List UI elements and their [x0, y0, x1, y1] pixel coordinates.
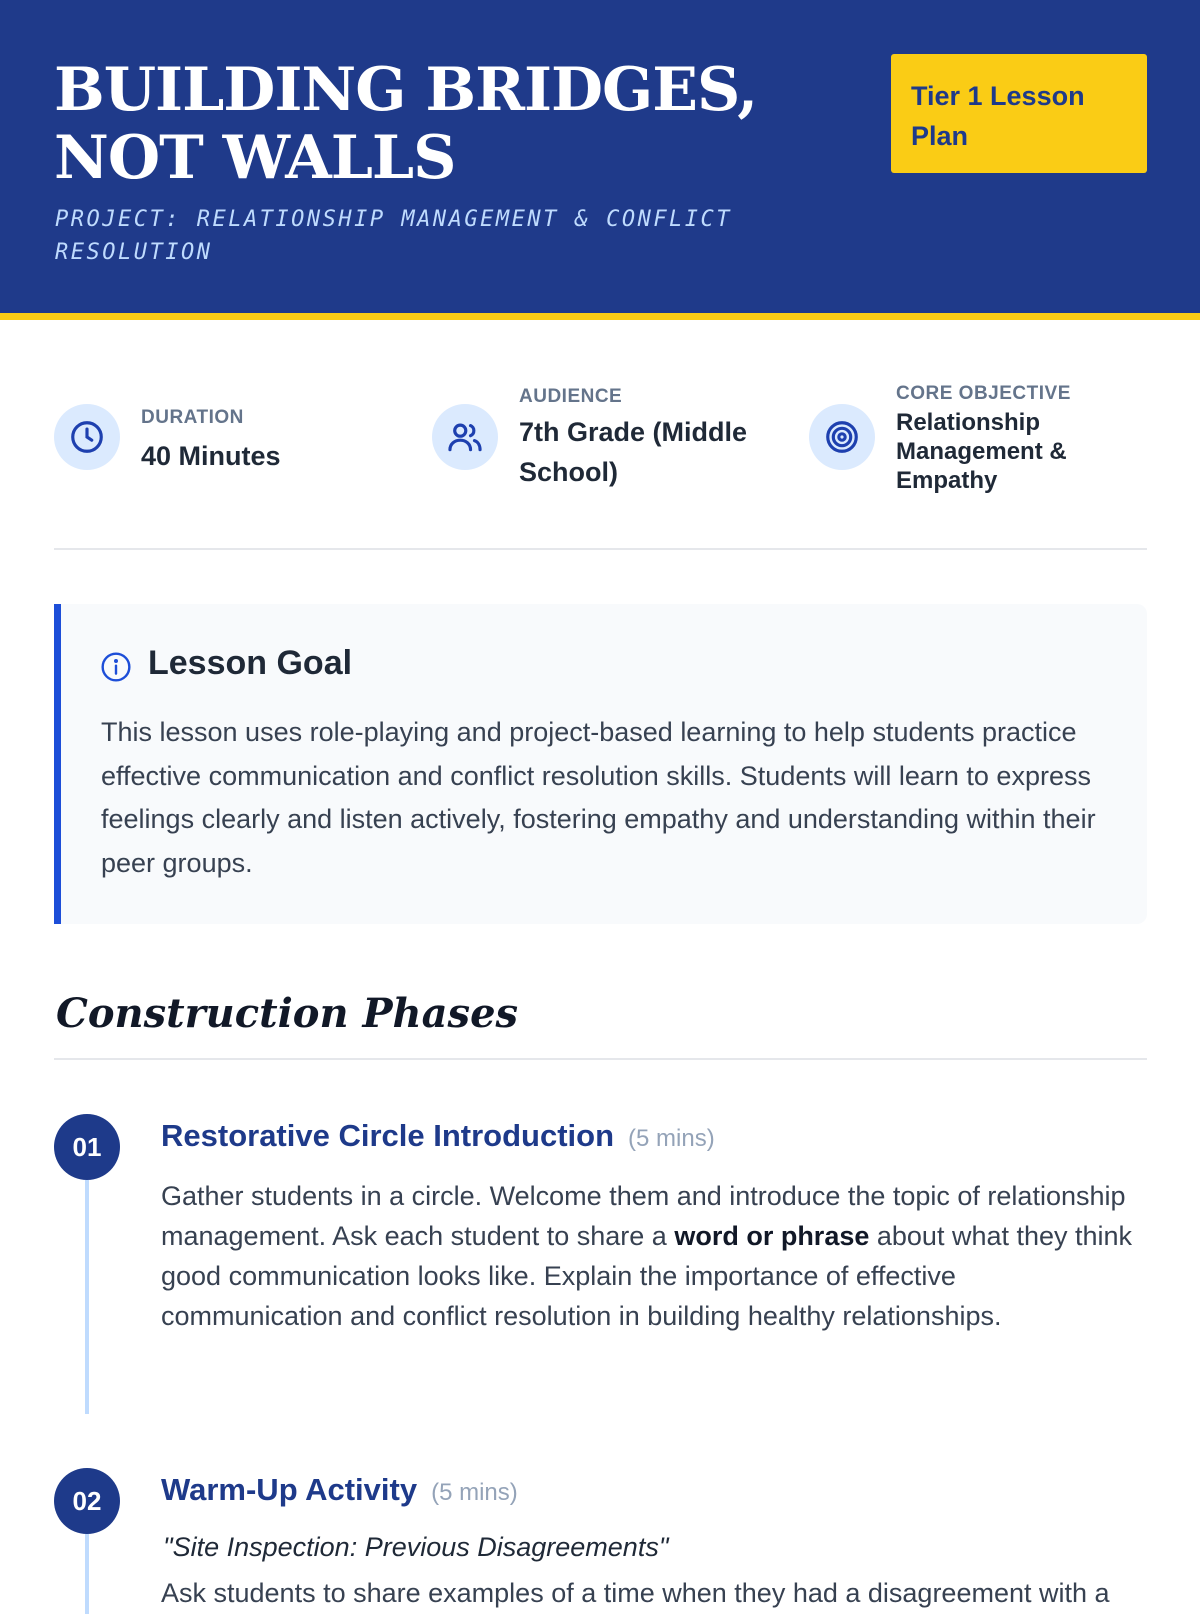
section-divider: [54, 1058, 1147, 1060]
phase-duration: (5 mins): [431, 1479, 518, 1506]
audience-label: AUDIENCE: [519, 386, 623, 407]
phase-title: [161, 1118, 715, 1154]
phase-number: 02: [54, 1468, 120, 1534]
page-title: BUILDING BRIDGES, NOT WALLS: [54, 55, 758, 193]
phase-body: [161, 1176, 1141, 1336]
clock-icon: [54, 404, 120, 470]
timeline-line: [85, 1180, 89, 1414]
lesson-goal-text: This lesson uses role-playing and project-based learning to help students practice effective communication and conflict resolution skills. Students will learn to express feelings clearly and listen actively, fostering empathy and understanding within their peer groups.: [101, 717, 1096, 878]
page-subtitle: PROJECT: RELATIONSHIP MANAGEMENT & CONFLICT RESOLUTION: [55, 207, 733, 265]
users-icon: [432, 404, 498, 470]
duration-value: 40 Minutes: [141, 441, 281, 471]
phase-body: Ask students to share examples of a time when they had a disagreement with a: [161, 1578, 1110, 1608]
phase-title-text: Warm-Up Activity: [161, 1472, 418, 1507]
target-icon: [809, 404, 875, 470]
phase-number: 01: [54, 1114, 120, 1180]
lesson-goal-heading: Lesson Goal: [148, 644, 353, 682]
tier-badge: Tier 1 Lesson Plan: [891, 54, 1147, 173]
phase-title: [161, 1472, 518, 1508]
duration-label: DURATION: [141, 407, 244, 428]
phase-body-text: about what they think good communication looks like. Explain the importance of effective communication and conflict resolution in building healthy relationships.: [161, 1221, 1133, 1331]
phase-body-emphasis: word or phrase: [674, 1221, 870, 1251]
phase-body-text: Gather students in a circle. Welcome them and introduce the topic of relationship management. Ask each student to share a: [161, 1181, 1126, 1251]
phase-subtitle: "Site Inspection: Previous Disagreements": [163, 1532, 669, 1562]
divider: [54, 548, 1147, 550]
objective-label: CORE OBJECTIVE: [896, 383, 1071, 404]
phase-title-text: Restorative Circle Introduction: [161, 1118, 615, 1153]
audience-value: 7th Grade (Middle School): [519, 417, 748, 487]
phase-duration: (5 mins): [628, 1125, 715, 1152]
section-title: Construction Phases: [56, 990, 519, 1037]
timeline-line: [85, 1534, 89, 1614]
objective-value: Relationship Management & Empathy: [896, 409, 1067, 494]
info-icon: [100, 651, 132, 688]
